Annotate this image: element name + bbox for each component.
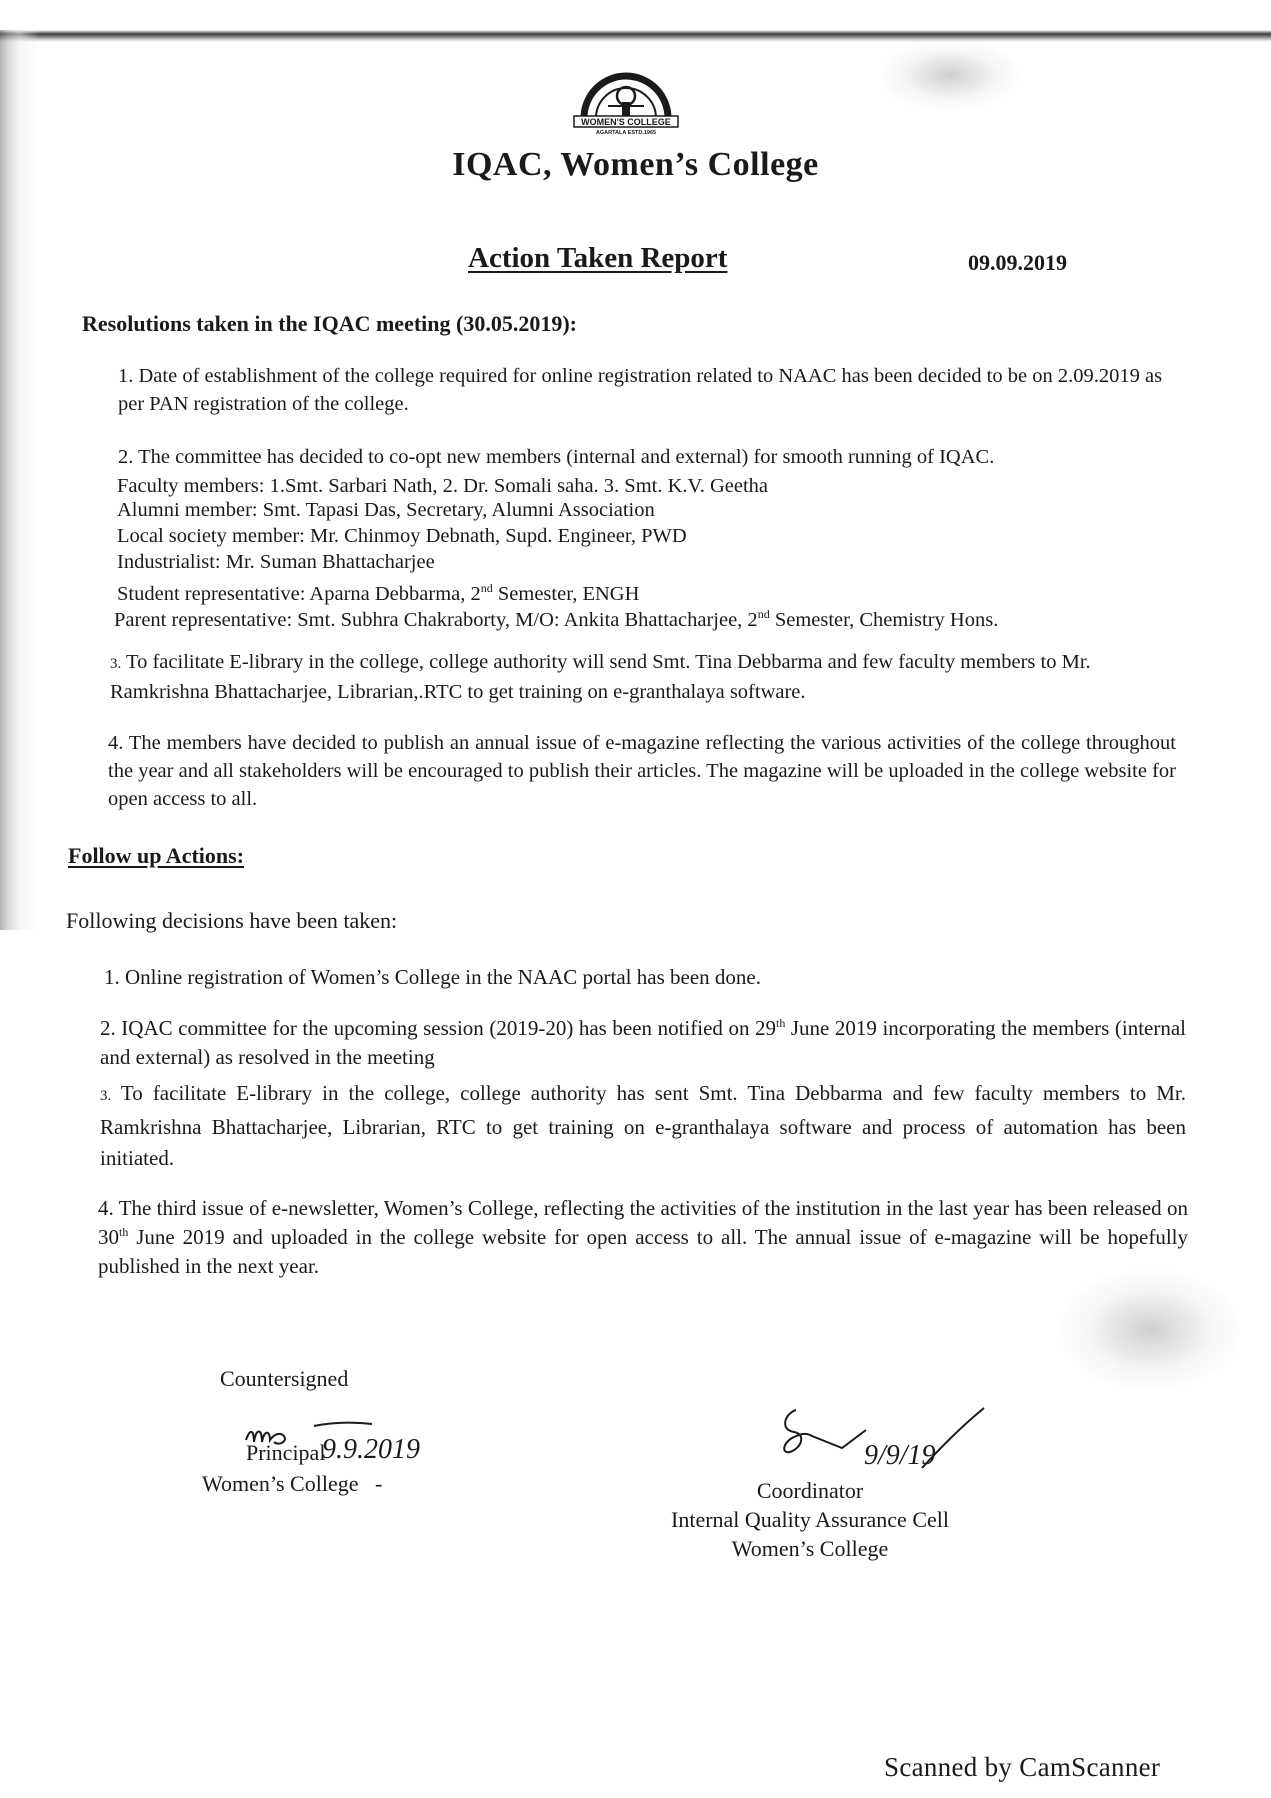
follow-up-item-3: 3. To facilitate E-library in the college, college authority has sent Smt. Tina Debbarma and few faculty members to Mr. Ramkrishna Bhattacharjee, Librarian, RTC to get training on e-granthalaya software and process of automation has been initiated. — [100, 1081, 1186, 1170]
svg-text:9.9.2019: 9.9.2019 — [322, 1434, 420, 1465]
report-title: Action Taken Report — [468, 242, 728, 274]
camscanner-watermark: Scanned by CamScanner — [884, 1752, 1161, 1782]
college-title: IQAC, Women’s College — [452, 146, 819, 183]
resolution-item-3: 3. To facilitate E-library in the college, college authority will send Smt. Tina Debbarma and few faculty members to Mr. Ramkrishna Bhattacharjee, Librarian,.RTC to get training on e-granthalaya software. — [110, 651, 1091, 703]
scan-top-edge — [0, 0, 1271, 42]
coordinator-signature — [772, 1396, 1002, 1476]
svg-text:AGARTALA ESTD.1965: AGARTALA ESTD.1965 — [595, 130, 657, 136]
follow-up-item-4: 4. The third issue of e-newsletter, Women’s College, reflecting the activities of the institution in the last year has been released on 30th June 2019 and uploaded in the college website for open access to all. The annual issue of e-magazine will be hopefully published in the next year. — [98, 1196, 1188, 1278]
alumni-member: Alumni member: Smt. Tapasi Das, Secretary, Alumni Association — [117, 499, 655, 521]
coordinator-institution: Women’s College — [731, 1536, 889, 1561]
svg-text:WOMEN'S COLLEGE: WOMEN'S COLLEGE — [581, 117, 671, 127]
report-date: 09.09.2019 — [968, 250, 1067, 275]
parent-representative: Parent representative: Smt. Subhra Chakraborty, M/O: Ankita Bhattacharjee, 2nd Semester, Chemistry Hons. — [114, 607, 999, 631]
scan-smudge-top-right — [880, 40, 1020, 110]
svg-text:9/9/19: 9/9/19 — [864, 1440, 936, 1471]
iqac-cell-name: Internal Quality Assurance Cell — [671, 1507, 949, 1532]
scan-smudge-right — [1060, 1270, 1240, 1390]
coordinator-role: Coordinator — [756, 1478, 864, 1503]
follow-up-item-2: 2. IQAC committee for the upcoming session (2019-20) has been notified on 29th June 2019 incorporating the members (internal and external) as resolved in the meeting — [100, 1016, 1187, 1069]
local-society-member: Local society member: Mr. Chinmoy Debnath, Supd. Engineer, PWD — [117, 525, 687, 547]
follow-up-intro: Following decisions have been taken: — [66, 908, 398, 933]
faculty-members: Faculty members: 1.Smt. Sarbari Nath, 2. Dr. Somali saha. 3. Smt. K.V. Geetha — [117, 475, 768, 497]
resolutions-heading: Resolutions taken in the IQAC meeting (30.05.2019): — [82, 311, 577, 336]
resolution-item-1: 1. Date of establishment of the college required for online registration related to NAAC has been decided to be on 2.09.2019 as per PAN registration of the college. — [118, 365, 1163, 415]
follow-up-item-1: 1. Online registration of Women’s College in the NAAC portal has been done. — [104, 965, 761, 989]
principal-institution: Women’s College - — [202, 1471, 383, 1496]
resolution-item-2-intro: 2. The committee has decided to co-opt new members (internal and external) for smooth running of IQAC. — [118, 446, 995, 468]
student-representative: Student representative: Aparna Debbarma, 2nd Semester, ENGH — [117, 581, 640, 605]
women-college-logo — [570, 56, 682, 136]
resolution-item-4: 4. The members have decided to publish an annual issue of e-magazine reflecting the various activities of the college throughout the year and all stakeholders will be encouraged to publish their articles. The magazine will be uploaded in the college website for open access to all. — [108, 732, 1176, 810]
follow-up-heading: Follow up Actions: — [68, 843, 245, 868]
countersigned-label: Countersigned — [220, 1366, 349, 1391]
industrialist: Industrialist: Mr. Suman Bhattacharjee — [117, 551, 435, 573]
principal-role: Principal — [246, 1440, 326, 1465]
